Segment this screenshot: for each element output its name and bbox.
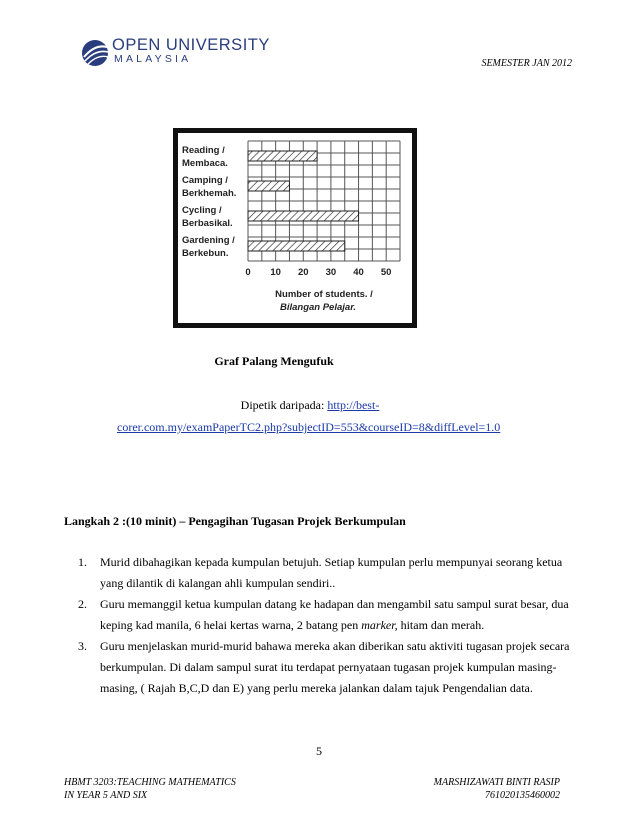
source-line-2: [117, 420, 500, 435]
list-text-italic: marker,: [361, 618, 398, 632]
list-number: 3.: [78, 639, 87, 653]
semester-label: SEMESTER JAN 2012: [481, 58, 572, 69]
list-item: [78, 594, 588, 636]
horizontal-bar-chart: [178, 133, 412, 323]
step-heading: Langkah 2 :(10 minit) – Pengagihan Tugasan Projek Berkumpulan: [64, 514, 406, 528]
x-tick-label: 40: [353, 267, 364, 278]
page-number: 5: [316, 744, 322, 758]
x-tick-label: 10: [270, 267, 281, 278]
logo-title: OPEN UNIVERSITY: [112, 36, 270, 54]
x-tick-label: 30: [325, 267, 337, 278]
list-item: [78, 552, 588, 594]
bar-3: [248, 211, 359, 221]
list-number: 1.: [78, 555, 87, 569]
list-number: 2.: [78, 597, 87, 611]
category-label: Cycling /: [182, 205, 222, 216]
category-label: Berkebun.: [182, 248, 229, 259]
category-label: Gardening /: [182, 235, 235, 246]
chart-caption: Graf Palang Mengufuk: [214, 354, 334, 368]
logo-subtitle: MALAYSIA: [114, 53, 192, 65]
list-text: Guru menjelaskan murid-murid bahawa mereka akan diberikan satu aktiviti tugasan projek secara berkumpulan. Di dalam sampul surat itu terdapat pernyataan tugasan projek kumpulan masing-masing, ( Rajah B,C,D dan E) yang perlu mereka jalankan dalam tajuk Pengendalian data.: [100, 639, 570, 695]
footer-left: [64, 776, 236, 802]
source-prefix: Dipetik daripada:: [240, 398, 328, 412]
source-line-1: [0, 398, 620, 413]
category-label: Berbasikal.: [182, 218, 233, 229]
category-label: Membaca.: [182, 158, 228, 169]
university-logo: [80, 34, 280, 74]
task-list: [78, 552, 588, 699]
list-text-after: hitam dan merah.: [397, 618, 485, 632]
list-text-before: Guru memanggil ketua kumpulan datang ke hadapan dan mengambil satu sampul surat besar, dua keping kad manila, 6 helai kertas warna, 2 batang pen: [100, 597, 569, 632]
chart-frame: [173, 128, 417, 328]
source-link-part1[interactable]: http://best-: [327, 398, 380, 412]
footer-right: [434, 776, 560, 802]
list-item: [78, 636, 588, 699]
category-label: Reading /: [182, 145, 225, 156]
bar-2: [248, 181, 289, 191]
footer-course-sub: IN YEAR 5 AND SIX: [64, 790, 148, 801]
globe-logo-icon: [80, 38, 110, 68]
x-tick-label: 50: [380, 267, 392, 278]
list-text: Murid dibahagikan kepada kumpulan betujuh. Setiap kumpulan perlu mempunyai seorang ketua yang dilantik di kalangan ahli kumpulan sendiri..: [100, 555, 563, 590]
chart-area: [178, 133, 412, 323]
category-label: Camping /: [182, 175, 228, 186]
bar-1: [248, 151, 317, 161]
category-label: Berkhemah.: [182, 188, 237, 199]
x-axis-label-line1: Number of students. /: [275, 289, 373, 300]
x-tick-label: 0: [245, 267, 251, 278]
source-link-part2[interactable]: corer.com.my/examPaperTC2.php?subjectID=553&courseID=8&diffLevel=1.0: [117, 420, 501, 434]
list-text: [100, 594, 588, 636]
footer-author: MARSHIZAWATI BINTI RASIP: [433, 777, 560, 788]
x-axis-label-line2: Bilangan Pelajar.: [279, 302, 357, 313]
footer-course: HBMT 3203:TEACHING MATHEMATICS: [64, 777, 236, 788]
footer-id: 761020135460002: [485, 790, 560, 801]
bar-4: [248, 241, 345, 251]
x-tick-label: 20: [297, 267, 309, 278]
